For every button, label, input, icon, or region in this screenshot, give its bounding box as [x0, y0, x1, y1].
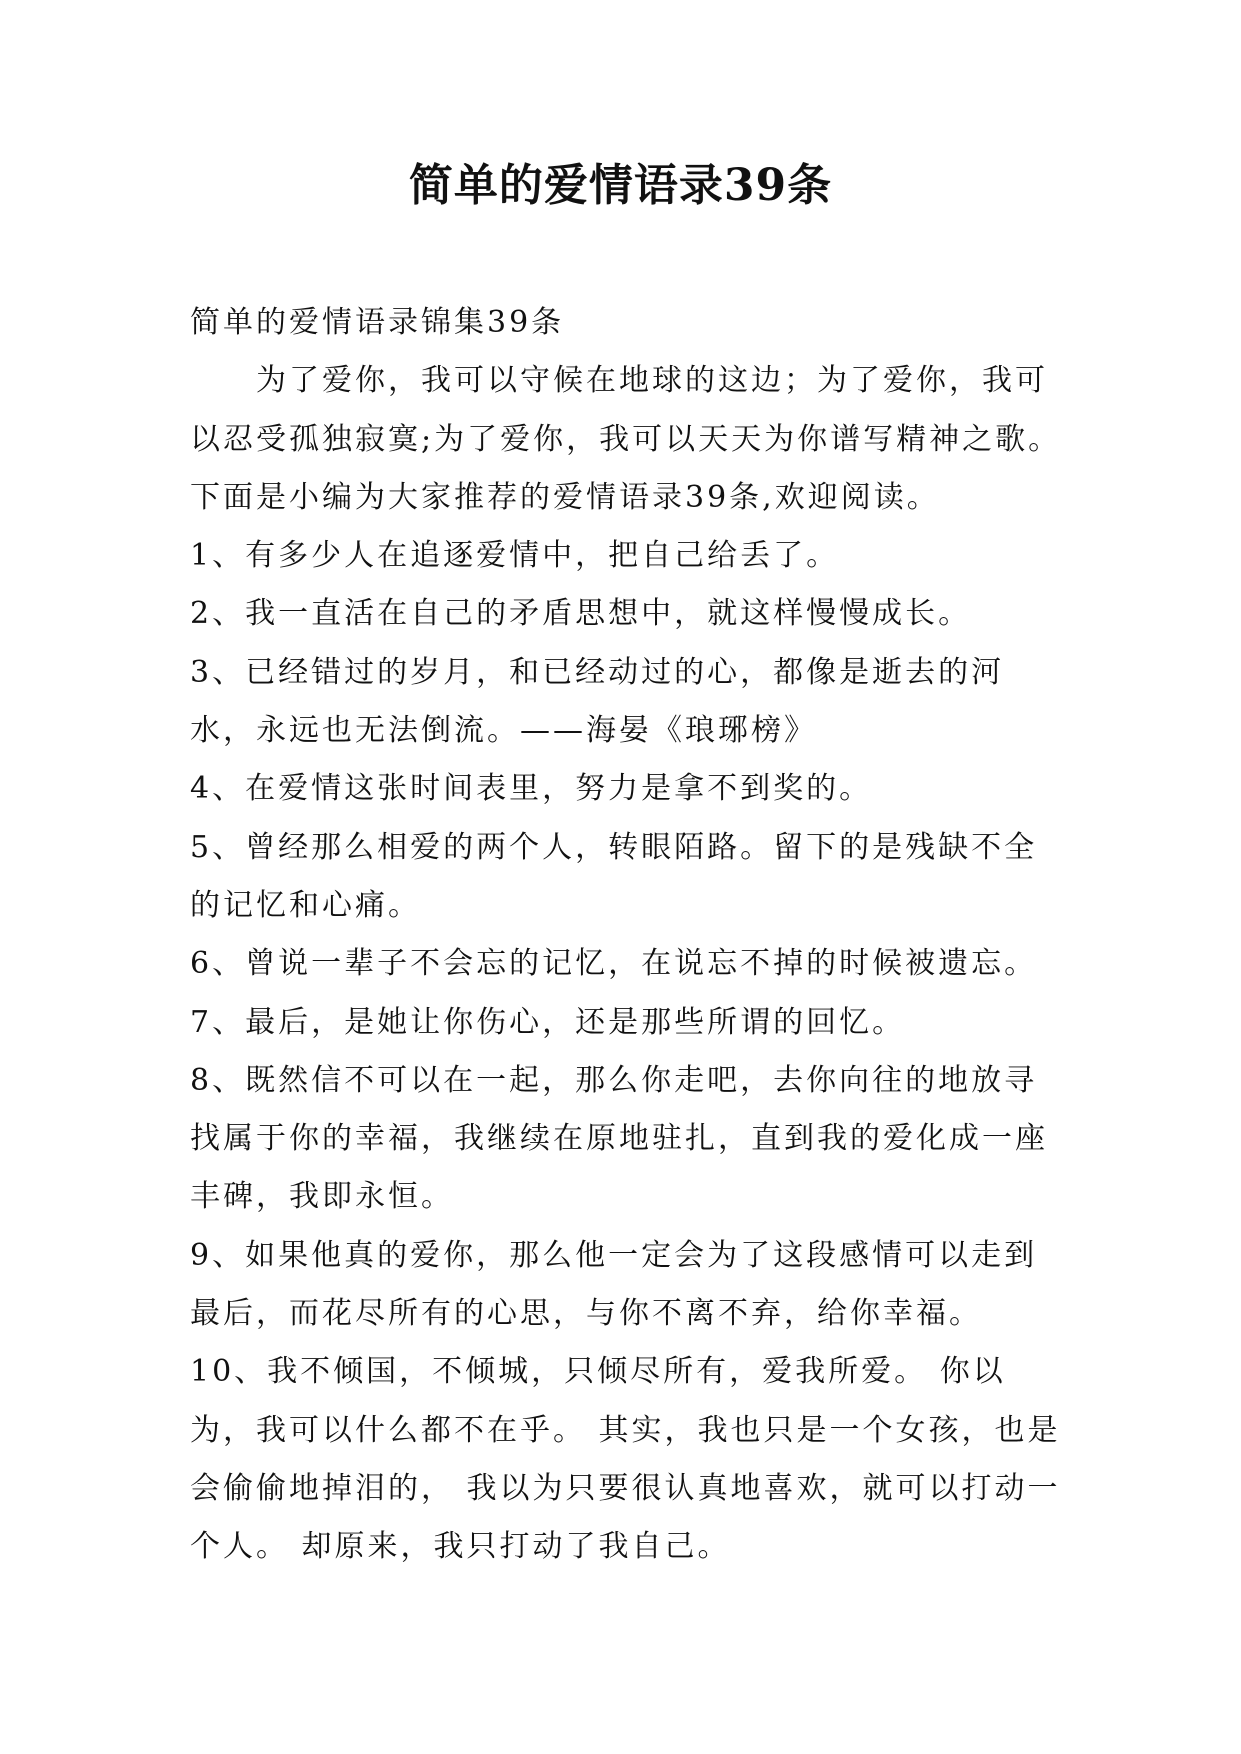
intro-paragraph: 为了爱你，我可以守候在地球的这边；为了爱你，我可以忍受孤独寂寞;为了爱你，我可以天天为你谱写精神之歌。下面是小编为大家推荐的爱情语录39条,欢迎阅读。 — [190, 363, 1062, 515]
document-title: 简单的爱情语录39条 — [408, 160, 833, 211]
quote-item-8: 8、既然信不可以在一起，那么你走吧，去你向往的地放寻找属于你的幸福，我继续在原地驻扎，直到我的爱化成一座丰碑，我即永恒。 — [190, 1062, 1048, 1215]
quote-item-6: 6、曾说一辈子不会忘的记忆，在说忘不掉的时候被遗忘。 — [190, 946, 1038, 982]
quote-item-4: 4、在爱情这张时间表里，努力是拿不到奖的。 — [190, 771, 873, 807]
quote-item-10: 10、我不倾国，不倾城，只倾尽所有，爱我所爱。 你以为，我可以什么都不在乎。 其实，我也只是一个女孩，也是会偷偷地掉泪的， 我以为只要很认真地喜欢，就可以打动一个人。 却原来，我只打动了我自己。 — [190, 1354, 1061, 1565]
subtitle-paragraph: 简单的爱情语录锦集39条 — [190, 305, 565, 340]
quote-item-2: 2、我一直活在自己的矛盾思想中，就这样慢慢成长。 — [190, 596, 972, 632]
quote-item-9: 9、如果他真的爱你，那么他一定会为了这段感情可以走到最后，而花尽所有的心思，与你不离不弃，给你幸福。 — [190, 1237, 1038, 1332]
quote-item-5: 5、曾经那么相爱的两个人，转眼陌路。留下的是残缺不全的记忆和心痛。 — [190, 829, 1038, 923]
quote-item-3: 3、已经错过的岁月，和已经动过的心，都像是逝去的河水，永远也无法倒流。——海晏《琅琊榜》 — [190, 654, 1005, 749]
quote-item-7: 7、最后，是她让你伤心，还是那些所谓的回忆。 — [190, 1004, 906, 1040]
quote-item-1: 1、有多少人在追逐爱情中，把自己给丢了。 — [190, 538, 840, 574]
document-body — [190, 294, 1070, 1577]
